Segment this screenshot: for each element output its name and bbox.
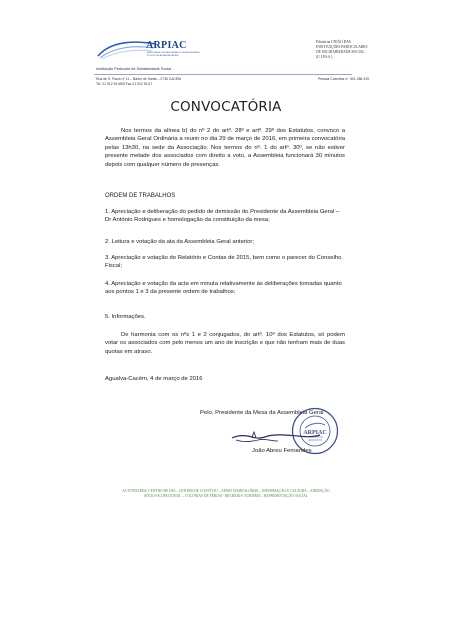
footer-activities-line: ACTIVIDADES: CENTRO DE DIA – CENTRO DE CONVÍVIO – APOIO DOMICILIÁRIO – INFORMAÇÃO E CULTURA – ANIMAÇÃO: [122, 489, 330, 493]
document-title: CONVOCATÓRIA: [170, 99, 282, 115]
intro-paragraph: Nos termos da alínea b) do nº 2 do artº. 28º e artº. 29º dos Estatutos, convoco a Assembleia Geral Ordinária a reunir no dia 29 de março de 2016, em primeira convocatória pelas 13h30, na sede da Associação. Nos termos do nº. 1 do artº. 30º, se não estiver presente metade dos associados com direito a voto, a Assembleia funcionará 30 minutos depois com qualquer número de presenças.: [105, 128, 345, 168]
affiliation-line: Filiada na UNIÃO DAS: [316, 40, 351, 44]
signer-name: João Abreu Fernandes: [252, 448, 312, 454]
address-line: Rua de S. Paulo nº 11 – Bairro de Santa – 2735 CACÉM: [96, 77, 182, 81]
footer-activities-line: SÓCIO-OCUPACIONAL – COLÓNIAS DE FÉRIAS - RECREIO E TURISMO – REPRESENTAÇÃO SOCIAL: [143, 494, 308, 498]
pessoa-colectiva: Pessoa Colectiva nº. 501 286 419: [318, 77, 370, 81]
header-divider: [94, 74, 352, 75]
affiliation-line: (U.I.P.S.S.): [316, 55, 333, 59]
agenda-item: 4. Apreciação e votação da acta em minuta relativamente às deliberações tomadas quanto aos pontos 1 e 3 da presente ordem de trabalhos;: [105, 281, 342, 296]
signer-role: Pelo, Presidente da Mesa da Assembleia Geral: [200, 410, 324, 416]
logo-name: ARPIAC: [146, 40, 187, 51]
agenda-item: 1. Apreciação e deliberação do pedido de demissão do Presidente da Assembleia Geral – Dr António Rodrigues e homologação da constituição da mesa;: [105, 209, 340, 224]
agenda-heading: ORDEM DE TRABALHOS: [105, 193, 176, 199]
institution-description: Instituição Particular de Solidariedade Social: [96, 67, 172, 71]
voting-note: De harmonia com os nºs 1 e 2 conjugados, do artº. 10º dos Estatutos, só podem votar os associados com pelo menos um ano de inscrição e que não tenham mais de duas quotas em atraso.: [105, 332, 345, 355]
agenda-item: 3. Apreciação e votação do Relatório e Contas de 2015, bem como o parecer do Conselho Fiscal;: [105, 255, 342, 270]
place-date: Agualva-Cacém, 4 de março de 2016: [105, 376, 203, 382]
stamp-text: ARPIAC: [303, 430, 327, 436]
agenda-item: 2. Leitura e votação da ata da Assembleia Geral anterior;: [105, 239, 254, 245]
affiliation-line: DE SOLIDARIEDADE SOCIAL: [316, 50, 365, 54]
phone-line: Tel. 21 912 94 68/5 Fax 21 912 94 67: [96, 82, 153, 86]
affiliation-line: INSTITUIÇÕES PARTICULARES: [316, 45, 368, 49]
association-stamp: [291, 407, 339, 455]
agenda-item: 5. Informações.: [105, 314, 146, 320]
logo-subtext: ASSOCIAÇÃO DE REFORMADOS PENSIONISTAS E IDOSOS DE AGUALVA-CACÉM: [147, 52, 201, 57]
